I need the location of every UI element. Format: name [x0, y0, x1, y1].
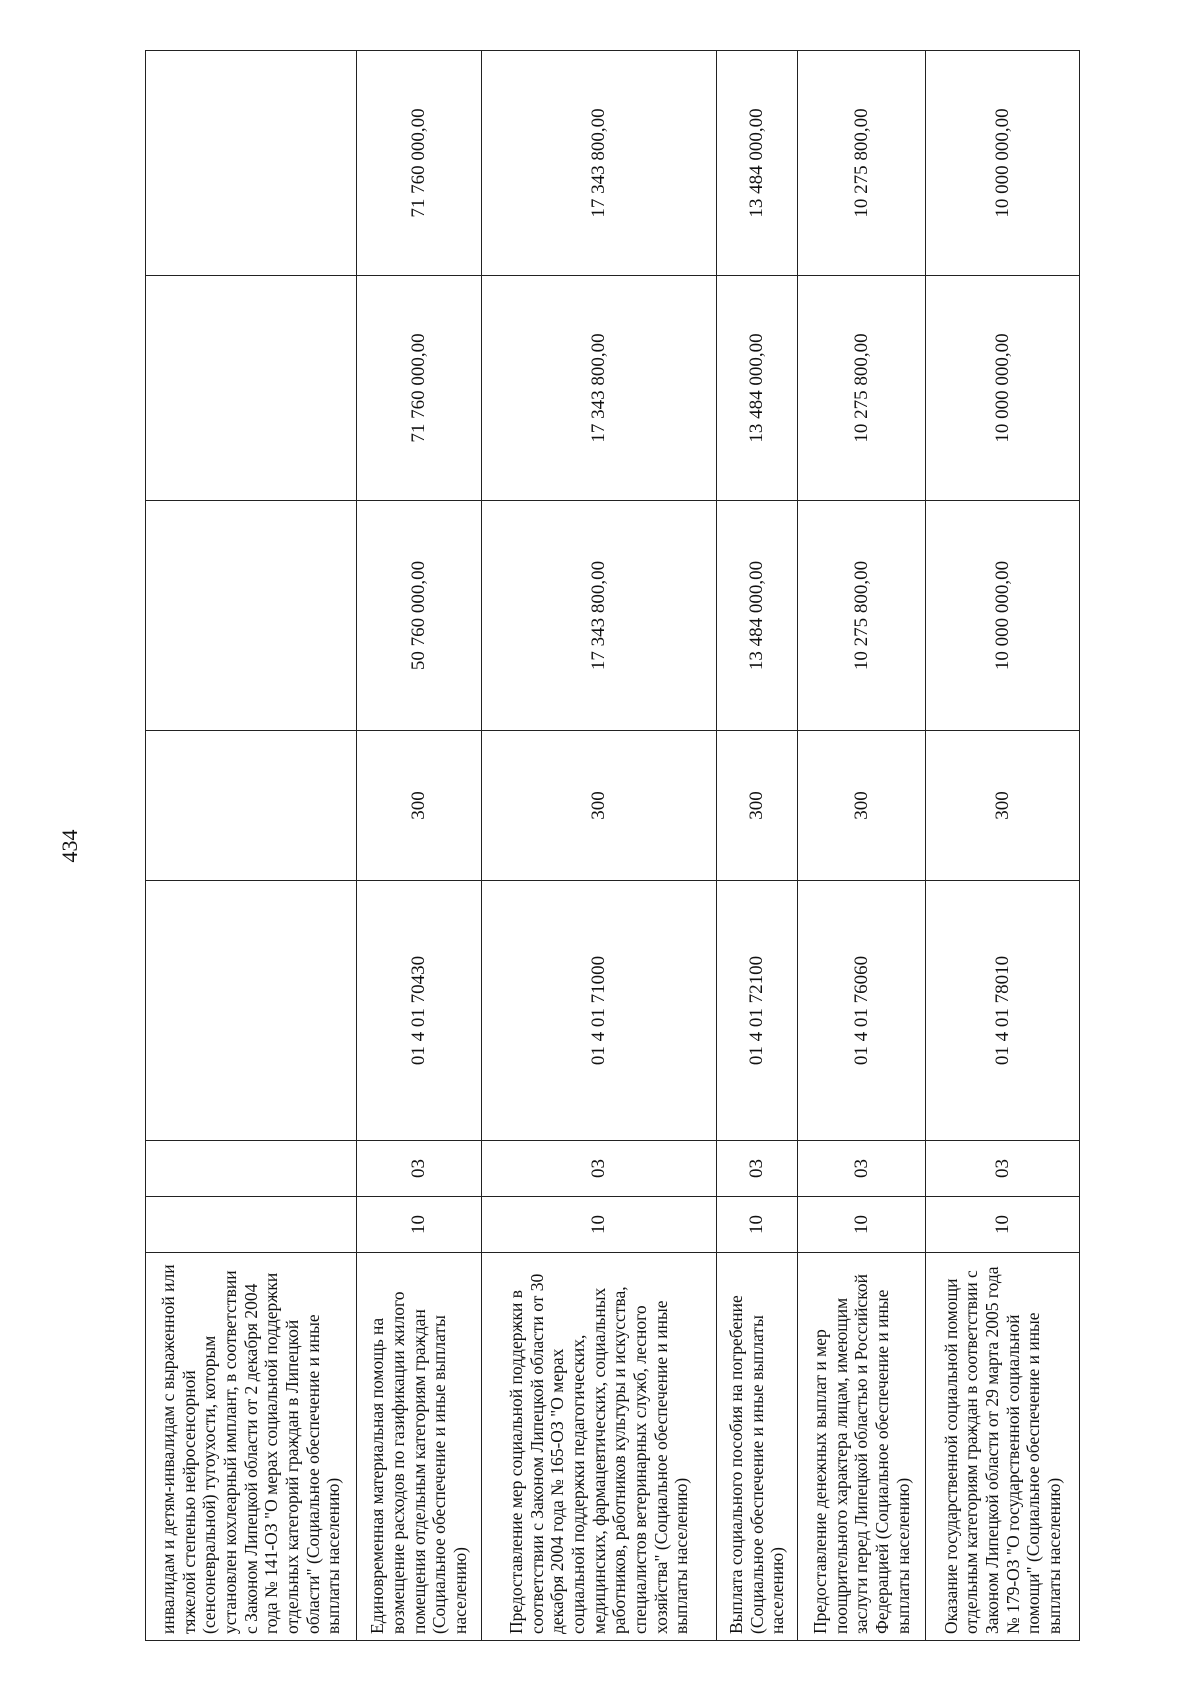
target-article-code: 01 4 01 70430 [356, 881, 481, 1141]
page-number: 434 [57, 829, 82, 863]
target-article-code: 01 4 01 78010 [926, 881, 1080, 1141]
subsection-code: 03 [798, 1141, 926, 1197]
row-name: Единовременная материальная помощь на возмещение расходов по газификации жилого помещения отдельным категориям граждан (Социальное обеспечение и иные выплаты населению) [356, 1253, 481, 1641]
amount-year-3 [146, 51, 357, 276]
amount-year-3: 10 275 800,00 [798, 51, 926, 276]
expense-type-code: 300 [926, 731, 1080, 881]
amount-year-3: 10 000 000,00 [926, 51, 1080, 276]
amount-year-2: 17 343 800,00 [481, 276, 716, 501]
subsection-code: 03 [717, 1141, 798, 1197]
amount-year-2: 13 484 000,00 [717, 276, 798, 501]
amount-year-1: 13 484 000,00 [717, 501, 798, 731]
section-code: 10 [926, 1197, 1080, 1253]
expense-type-code: 300 [798, 731, 926, 881]
amount-year-3: 13 484 000,00 [717, 51, 798, 276]
section-code: 10 [481, 1197, 716, 1253]
section-code: 10 [717, 1197, 798, 1253]
amount-year-2: 10 000 000,00 [926, 276, 1080, 501]
amount-year-2 [146, 276, 357, 501]
expense-type-code: 300 [717, 731, 798, 881]
table-row [356, 51, 481, 1641]
amount-year-3: 17 343 800,00 [481, 51, 716, 276]
row-name: Выплата социального пособия на погребение (Социальное обеспечение и иные выплаты населению) [717, 1253, 798, 1641]
row-name: Предоставление мер социальной поддержки в соответствии с Законом Липецкой области от 30 декабря 2004 года № 165-ОЗ "О мерах социальной поддержки педагогических, медицинских, фармацевтических, социальных работников, работников культуры и искусства, специалистов ветеринарных служб, лесного хозяйства" (Социальное обеспечение и иные выплаты населению) [481, 1253, 716, 1641]
table-row [717, 51, 798, 1641]
subsection-code: 03 [481, 1141, 716, 1197]
table-row [481, 51, 716, 1641]
amount-year-2: 10 275 800,00 [798, 276, 926, 501]
target-article-code: 01 4 01 76060 [798, 881, 926, 1141]
section-code: 10 [356, 1197, 481, 1253]
subsection-code: 03 [926, 1141, 1080, 1197]
amount-year-1: 50 760 000,00 [356, 501, 481, 731]
expense-type-code [146, 731, 357, 881]
table-row [926, 51, 1080, 1641]
amount-year-1: 10 275 800,00 [798, 501, 926, 731]
table-row [146, 51, 357, 1641]
budget-table [145, 50, 1080, 1641]
subsection-code: 03 [356, 1141, 481, 1197]
subsection-code [146, 1141, 357, 1197]
row-name: Предоставление денежных выплат и мер поощрительного характера лицам, имеющим заслуги перед Липецкой областью и Российской Федерацией (Социальное обеспечение и иные выплаты населению) [798, 1253, 926, 1641]
target-article-code [146, 881, 357, 1141]
expense-type-code: 300 [481, 731, 716, 881]
amount-year-1 [146, 501, 357, 731]
amount-year-3: 71 760 000,00 [356, 51, 481, 276]
row-name: Оказание государственной социальной помощи отдельным категориям граждан в соответствии с Законом Липецкой области от 29 марта 2005 года № 179-ОЗ "О государственной социальной помощи" (Социальное обеспечение и иные выплаты населению) [926, 1253, 1080, 1641]
section-code: 10 [798, 1197, 926, 1253]
budget-table-rotated [145, 51, 1080, 1641]
table-row [798, 51, 926, 1641]
section-code [146, 1197, 357, 1253]
target-article-code: 01 4 01 71000 [481, 881, 716, 1141]
amount-year-1: 10 000 000,00 [926, 501, 1080, 731]
expense-type-code: 300 [356, 731, 481, 881]
target-article-code: 01 4 01 72100 [717, 881, 798, 1141]
row-name: инвалидам и детям-инвалидам с выраженной или тяжелой степенью нейросенсорной (сенсоневральной) тугоухости, которым установлен кохлеарный имплант, в соответствии с Законом Липецкой области от 2 декабря 2004 года № 141-ОЗ "О мерах социальной поддержки отдельных категорий граждан в Липецкой области" (Социальное обеспечение и иные выплаты населению) [146, 1253, 357, 1641]
amount-year-2: 71 760 000,00 [356, 276, 481, 501]
amount-year-1: 17 343 800,00 [481, 501, 716, 731]
